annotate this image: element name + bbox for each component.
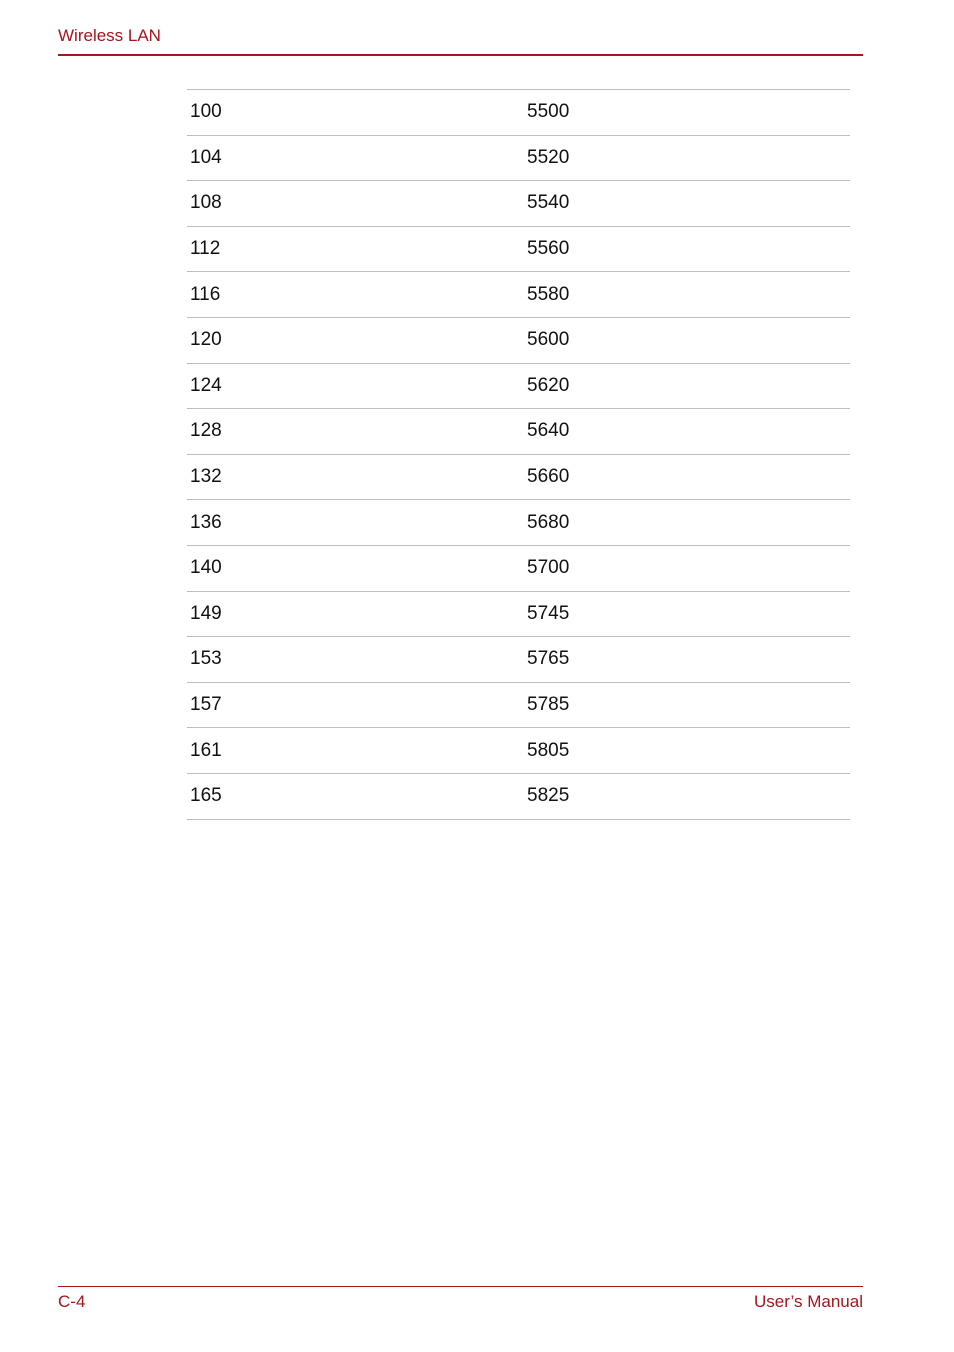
channel-cell: 100 xyxy=(187,90,524,136)
channel-cell: 112 xyxy=(187,226,524,272)
frequency-cell: 5805 xyxy=(524,728,850,774)
channel-cell: 136 xyxy=(187,500,524,546)
frequency-cell: 5500 xyxy=(524,90,850,136)
frequency-cell: 5560 xyxy=(524,226,850,272)
manual-title: User’s Manual xyxy=(754,1292,863,1311)
channel-cell: 132 xyxy=(187,454,524,500)
table-row xyxy=(187,90,850,136)
channel-cell: 124 xyxy=(187,363,524,409)
channel-frequency-table xyxy=(187,89,850,820)
table-row xyxy=(187,181,850,227)
table-row xyxy=(187,317,850,363)
table-row xyxy=(187,773,850,819)
table-row xyxy=(187,637,850,683)
table-row xyxy=(187,591,850,637)
channel-cell: 161 xyxy=(187,728,524,774)
frequency-cell: 5680 xyxy=(524,500,850,546)
channel-cell: 140 xyxy=(187,545,524,591)
channel-cell: 165 xyxy=(187,773,524,819)
table-row xyxy=(187,454,850,500)
frequency-cell: 5640 xyxy=(524,409,850,455)
frequency-cell: 5785 xyxy=(524,682,850,728)
frequency-cell: 5520 xyxy=(524,135,850,181)
frequency-cell: 5540 xyxy=(524,181,850,227)
frequency-cell: 5580 xyxy=(524,272,850,318)
table-row xyxy=(187,363,850,409)
channel-cell: 149 xyxy=(187,591,524,637)
channel-cell: 128 xyxy=(187,409,524,455)
frequency-cell: 5745 xyxy=(524,591,850,637)
table-row xyxy=(187,272,850,318)
channel-cell: 116 xyxy=(187,272,524,318)
channel-cell: 108 xyxy=(187,181,524,227)
frequency-cell: 5660 xyxy=(524,454,850,500)
table-row xyxy=(187,728,850,774)
page-number: C-4 xyxy=(58,1292,86,1311)
section-title: Wireless LAN xyxy=(58,26,161,45)
frequency-cell: 5620 xyxy=(524,363,850,409)
header-divider xyxy=(58,54,863,56)
table-row xyxy=(187,135,850,181)
table-row xyxy=(187,500,850,546)
channel-cell: 153 xyxy=(187,637,524,683)
channel-cell: 104 xyxy=(187,135,524,181)
frequency-cell: 5765 xyxy=(524,637,850,683)
frequency-cell: 5700 xyxy=(524,545,850,591)
table-row xyxy=(187,545,850,591)
table-row xyxy=(187,226,850,272)
channel-cell: 120 xyxy=(187,317,524,363)
table-row xyxy=(187,682,850,728)
table-row xyxy=(187,409,850,455)
footer-divider xyxy=(58,1286,863,1287)
frequency-cell: 5825 xyxy=(524,773,850,819)
channel-cell: 157 xyxy=(187,682,524,728)
frequency-cell: 5600 xyxy=(524,317,850,363)
